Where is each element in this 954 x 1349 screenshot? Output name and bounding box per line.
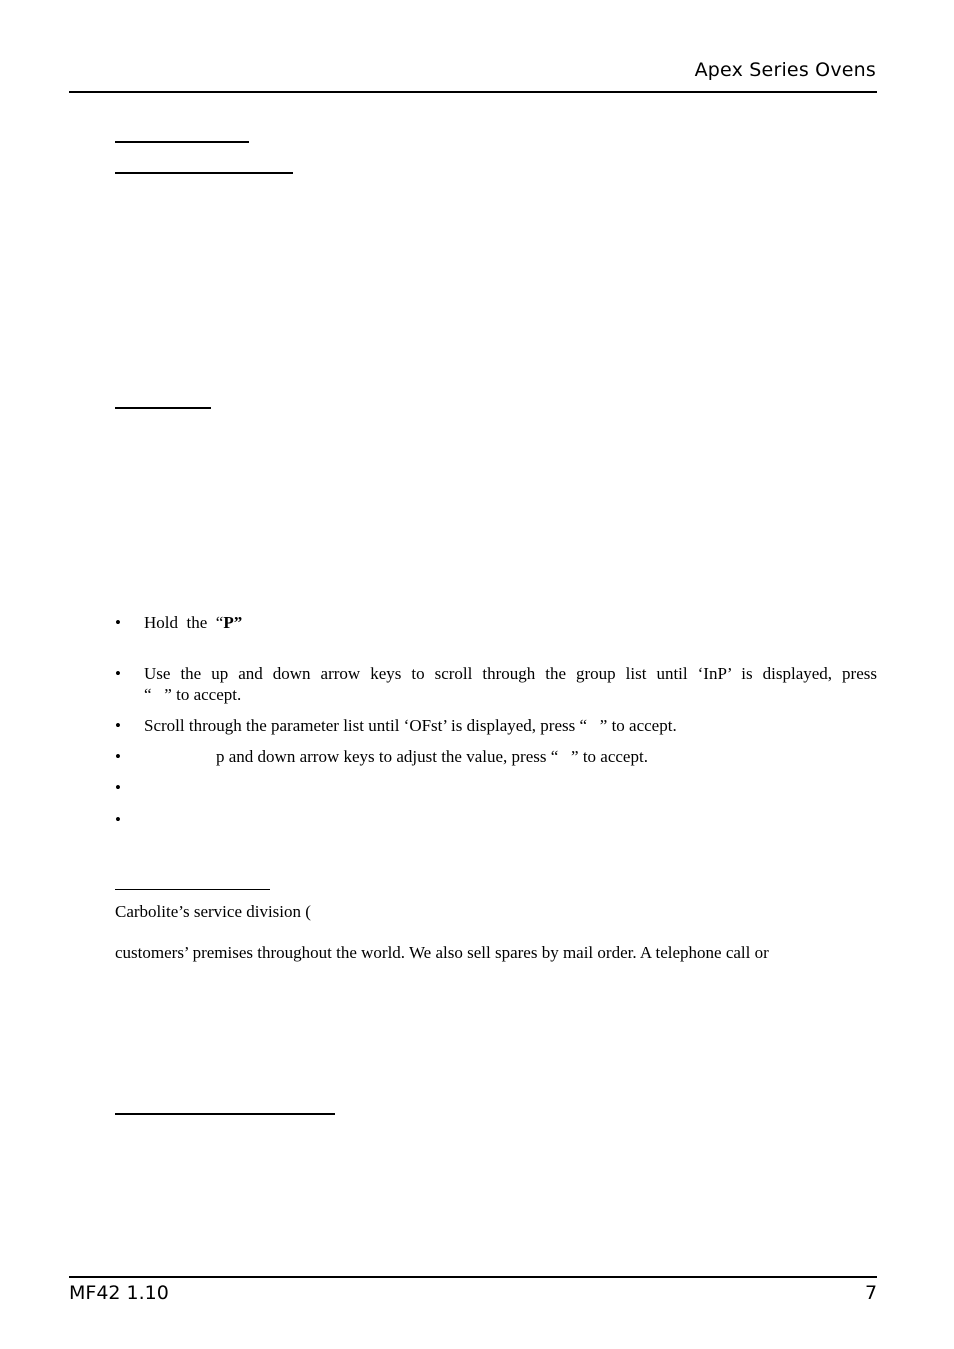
list-item-line-2: “ ” to accept. <box>144 685 242 704</box>
list-item-line-1 <box>144 663 877 684</box>
service-paragraph-line-2: customers’ premises throughout the world. We also sell spares by mail order. A telephone call or <box>115 943 769 962</box>
footer-rule <box>69 1276 877 1278</box>
list-item-lead: Hold the “ <box>144 613 224 632</box>
list-item-bold: P” <box>223 613 243 632</box>
header-rule <box>69 91 877 93</box>
bullet-dot: • <box>115 778 121 797</box>
heading-underline-3 <box>115 407 211 409</box>
heading-underline-5 <box>115 1113 335 1115</box>
list-item-line-1-text: Use the up and down arrow keys to scroll through the group list until ‘InP’ is displayed, press <box>144 664 877 683</box>
list-item-text <box>144 612 242 633</box>
bullet-dot: • <box>115 810 121 829</box>
heading-underline-2 <box>115 172 293 174</box>
bullet-dot: • <box>115 613 121 632</box>
service-paragraph-line-1: Carbolite’s service division ( <box>115 902 311 921</box>
bullet-dot: • <box>115 747 121 766</box>
footer-page-number: 7 <box>865 1282 878 1304</box>
bullet-dot: • <box>115 664 121 683</box>
list-item-text: Scroll through the parameter list until ‘OFst’ is displayed, press “ ” to accept. <box>144 716 677 735</box>
header-title: Apex Series Ovens <box>694 59 876 81</box>
list-item-text <box>144 663 877 705</box>
heading-underline-4 <box>115 889 270 890</box>
heading-underline-1 <box>115 141 249 143</box>
footer-doc-code: MF42 1.10 <box>69 1282 169 1304</box>
list-item-text: p and down arrow keys to adjust the value, press “ ” to accept. <box>216 747 648 766</box>
bullet-dot: • <box>115 716 121 735</box>
